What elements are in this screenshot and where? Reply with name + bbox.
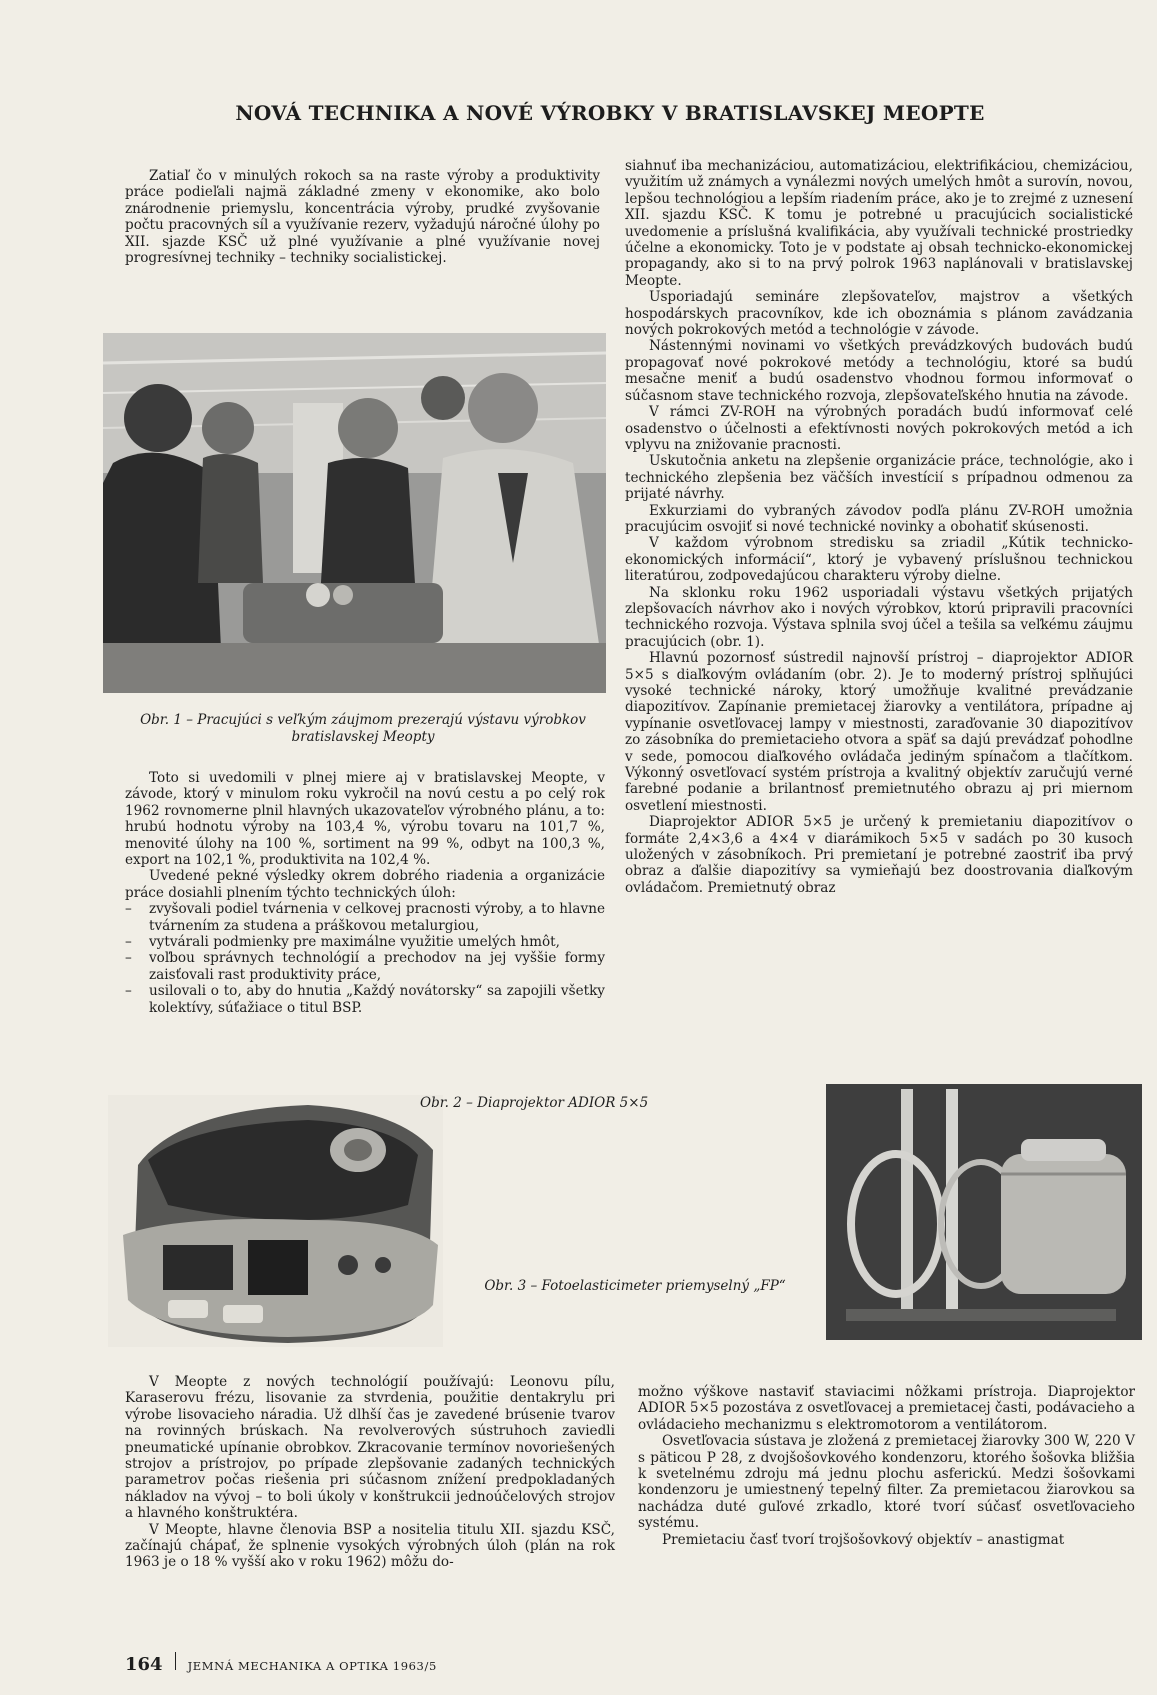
page-footer: [125, 1652, 437, 1675]
exhibition-photo-illustration: [103, 333, 606, 693]
tasks-intro-paragraph: Uvedené pekné výsledky okrem dobrého riadenia a organizácie práce dosiahli plnením týchto technických úloh:: [125, 868, 605, 901]
paragraph: V rámci ZV-ROH na výrobných poradách budú informovať celé osadenstvo o účelnosti a efektívnosti nových pokrokových metód a ich vplyvu na znižovanie pracnosti.: [625, 404, 1133, 453]
paragraph: Diaprojektor ADIOR 5×5 je určený k premietaniu diapozitívov o formáte 2,4×3,6 a 4×4 v diarámikoch 5×5 v sadách po 30 kusoch uložených v zásobníkoch. Pri premietaní je potrebné zaostriť iba prvý obraz a ďalšie diapozitívy sa vymieňajú bez doostrovania diaľkovým ovládačom. Premietnutý obraz: [625, 814, 1133, 896]
left-column-upper: [125, 770, 605, 1016]
projector-photo: [108, 1095, 443, 1347]
list-item: – zvyšovali podiel tvárnenia v celkovej pracnosti výroby, a to hlavne tvárnením za studena a práškovou metalurgiou,: [149, 901, 605, 934]
paragraph: Hlavnú pozornosť sústredil najnovší prístroj – diaprojektor ADIOR 5×5 s diaľkovým ovládaním (obr. 2). Je to moderný prístroj splňujúci vysoké technické nároky, ktorý umožňuje kvalitné prevádzanie diapozitívov. Zapínanie premietacej žiarovky a ventilátora, prípadne aj vypínanie osvetľovacej lampy v miestnosti, zaraďovanie 30 diapozitívov zo zásobníka do premietacieho otvora a späť sa dajú prevádzať pohodlne v sede, pomocou diaľkového ovládača jediným spínačom a tlačítkom. Výkonný osvetľovací systém prístroja a kvalitný objektív zaručujú verné farebné podanie a brilantnosť premietnutého obrazu aj pri miernom osvetlení miestnosti.: [625, 650, 1133, 814]
figure-2-caption: Obr. 2 – Diaprojektor ADIOR 5×5: [420, 1095, 649, 1111]
article-title: NOVÁ TECHNIKA A NOVÉ VÝROBKY V BRATISLAVSKEJ MEOPTE: [235, 101, 985, 126]
paragraph: Exkurziami do vybraných závodov podľa plánu ZV-ROH umožnia pracujúcim osvojiť si nové technické novinky a obohatiť skúsenosti.: [625, 502, 1133, 535]
left-column-lower: [125, 1374, 615, 1571]
paragraph: možno výškove nastaviť staviacimi nôžkami prístroja. Diaprojektor ADIOR 5×5 pozostáva z osvetľovacej a premietacej časti, podávacieho a ovládacieho mechanizmu s elektromotorom a ventilátorom.: [638, 1384, 1135, 1433]
page-number: 164: [125, 1654, 163, 1675]
paragraph: V Meopte, hlavne členovia BSP a nositelia titulu XII. sjazdu KSČ, začínajú chápať, že splnenie vysokých výrobných úloh (plán na rok 1963 je o 18 % vyšší ako v roku 1962) môžu do-: [125, 1521, 615, 1571]
tasks-list: [125, 901, 605, 1016]
photoelasticimeter-photo: [826, 1084, 1142, 1340]
exhibition-photo: [103, 333, 606, 693]
figure-1-caption: Obr. 1 – Pracujúci s veľkým záujmom prezerajú výstavu výrobkov bratislavskej Meopty: [140, 712, 586, 745]
intro-paragraph: Zatiaľ čo v minulých rokoch sa na raste výroby a produktivity práce podieľali najmä základné zmeny v ekonomike, ako bolo znárodnenie priemyslu, koncentrácia výroby, prudké zvyšovanie počtu pracovných síl a využívanie rezerv, vyžadujú náročné úlohy po XII. sjazde KSČ už plné využívanie a plné využívanie novej progresívnej techniky – techniky socialistickej.: [125, 168, 600, 267]
paragraph: Nástennými novinami vo všetkých prevádzkových budovách budú propagovať nové pokrokové metódy a technológiu, ktoré sa budú mesačne meniť a budú osadenstvo vhodnou formou informovať o súčasnom stave technického rozvoja, zlepšovateľského hnutia na závode.: [625, 338, 1133, 404]
intro-paragraph-block: [125, 168, 600, 266]
paragraph: Na sklonku roku 1962 usporiadali výstavu všetkých prijatých zlepšovacích návrhov ako i nových výrobkov, ktorú pripravili pracovníci technického rozvoja. Výstava splnila svoj účel a tešila sa veľkému záujmu pracujúcich (obr. 1).: [625, 584, 1133, 650]
list-item: – vytvárali podmienky pre maximálne využitie umelých hmôt,: [149, 934, 605, 950]
paragraph: siahnuť iba mechanizáciou, automatizáciou, elektrifikáciou, chemizáciou, využitím už známych a vynálezmi nových umelých hmôt a surovín, novou, lepšou technológiou a lepším riadením práce, ako je to zrejmé z uznesení XII. sjazdu KSČ. K tomu je potrebné u pracujúcich socialistické uvedomenie a príslušná kvalifikácia, aby využívali technické prostriedky účelne a ekonomicky. Toto je v podstate aj obsah technicko-ekonomickej propagandy, ako si to na prvý polrok 1963 naplánovali v bratislavskej Meopte.: [625, 158, 1133, 289]
list-item: – voľbou správnych technológií a prechodov na jej vyššie formy zaisťovali rast produktivity práce,: [149, 950, 605, 983]
paragraph: V každom výrobnom stredisku sa zriadil „Kútik technicko-ekonomických informácií“, ktorý je vybavený príslušnou technickou literatúrou, zodpovedajúcou charakteru výroby dielne.: [625, 535, 1133, 585]
photoelasticimeter-photo-illustration: [826, 1084, 1142, 1340]
list-item: – usilovali o to, aby do hnutia „Každý novátorsky“ sa zapojili všetky kolektívy, súťažiace o titul BSP.: [149, 983, 605, 1016]
results-paragraph: Toto si uvedomili v plnej miere aj v bratislavskej Meopte, v závode, ktorý v minulom roku vykročil na novú cestu a po celý rok 1962 rovnomerne plnil hlavných ukazovateľov výrobného plánu, a to: hrubú hodnotu výroby na 103,4 %, výrobu tovaru na 101,7 %, menovité úlohy na 100 %, sortiment na 99 %, odbyt na 100,3 %, export na 102,1 %, produktivita na 102,4 %.: [125, 770, 605, 869]
paragraph: Uskutočnia anketu na zlepšenie organizácie práce, technológie, ako i technického zlepšenia bez väčších investícií s prípadnou odmenou za prijaté návrhy.: [625, 453, 1133, 503]
journal-name: JEMNÁ MECHANIKA A OPTIKA 1963/5: [187, 1659, 437, 1673]
paragraph: Premietaciu časť tvorí trojšošovkový objektív – anastigmat: [662, 1531, 1065, 1548]
footer-divider: [175, 1652, 176, 1670]
paragraph: V Meopte z nových technológií používajú: Leonovu pílu, Karaserovu frézu, lisovanie za stvrdenia, použitie dentakrylu pri výrobe lisovacieho náradia. Už dlhší čas je zavedené brúsenie tvarov na rovinných brúskach. Na revolverových sústruhoch zaviedli pneumatické upínanie obrobkov. Zkracovanie termínov novoriešených strojov a prístrojov, po prípade zlepšovanie zadaných technických parametrov počas riešenia pri súčasnom znížení predpokladaných nákladov na vývoj – to boli úkoly v konštrukcii jednoúčelových strojov a hlavného konštruktéra.: [125, 1374, 615, 1522]
figure-3-caption: Obr. 3 – Fotoelasticimeter priemyselný „FP“: [484, 1278, 786, 1294]
right-column-upper: [625, 158, 1133, 896]
paragraph: Usporiadajú semináre zlepšovateľov, majstrov a všetkých hospodárskych pracovníkov, kde ich oboznámia s plánom zavádzania nových pokrokových metód a technológie v závode.: [625, 289, 1133, 339]
right-column-lower: [638, 1384, 1135, 1548]
paragraph: Osvetľovacia sústava je zložená z premietacej žiarovky 300 W, 220 V s päticou P 28, z dvojšošovkového kondenzoru, ktorého šošovka bližšia k svetelnému zdroju má jednu plochu asferickú. Medzi šošovkami kondenzoru je umiestnený tepelný filter. Za premietacou žiarovkou sa nachádza duté guľové zrkadlo, ktoré tvorí súčasť osvetľovacieho systému.: [638, 1433, 1135, 1532]
projector-photo-illustration: [108, 1095, 443, 1347]
